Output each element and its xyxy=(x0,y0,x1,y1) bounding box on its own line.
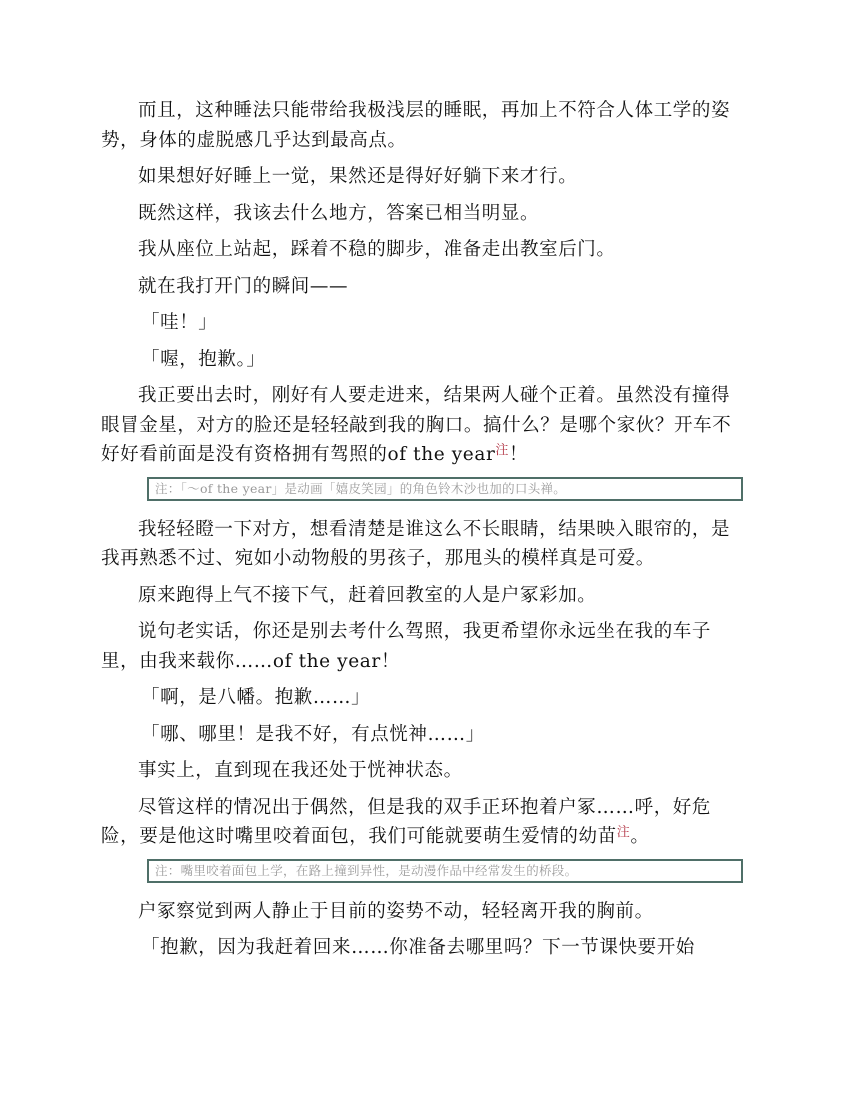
dialogue-line: 「哇！」 xyxy=(141,312,218,333)
paragraph-with-note xyxy=(101,381,747,470)
footnote-box: 注：「～of the year」是动画「嬉皮笑园」的角色铃木沙也加的口头禅。 xyxy=(147,477,743,501)
paragraph-text-end: 。 xyxy=(630,826,650,847)
paragraph: 事实上，直到现在我还处于恍神状态。 xyxy=(138,760,463,781)
paragraph-text: 尽管这样的情况出于偶然，但是我的双手正环抱着户冢……呼，好危险，要是他这时嘴里咬着面包，我们可能就要萌生爱情的幼苗 xyxy=(101,796,712,847)
paragraph: 户冢察觉到两人静止于目前的姿势不动，轻轻离开我的胸前。 xyxy=(138,900,654,922)
paragraph: 如果想好好睡上一觉，果然还是得好好躺下来才行。 xyxy=(138,166,578,187)
dialogue-line: 「喔，抱歉。」 xyxy=(141,348,266,370)
dialogue-line: 「抱歉，因为我赶着回来……你准备去哪里吗？下一节课快要开始 xyxy=(141,937,695,958)
paragraph: 说句老实话，你还是别去考什么驾照，我更希望你永远坐在我的车子里，由我来载你……of the year！ xyxy=(101,621,712,672)
dialogue-line: 「啊，是八幡。抱歉……」 xyxy=(141,687,371,708)
paragraph-text: 我正要出去时，刚好有人要走进来，结果两人碰个正着。虽然没有撞得眼冒金星，对方的脸还是轻轻敲到我的胸口。搞什么？是哪个家伙？开车不好好看前面是没有资格拥有驾照的of the year xyxy=(101,385,732,465)
paragraph-with-note xyxy=(101,793,747,852)
paragraph: 既然这样，我该去什么地方，答案已相当明显。 xyxy=(138,202,540,224)
paragraph: 而且，这种睡法只能带给我极浅层的睡眠，再加上不符合人体工学的姿势，身体的虚脱感几乎达到最高点。 xyxy=(101,100,731,151)
paragraph: 我轻轻瞪一下对方，想看清楚是谁这么不长眼睛，结果映入眼帘的，是我再熟悉不过、宛如小动物般的男孩子，那甩头的模样真是可爱。 xyxy=(101,518,731,569)
paragraph-text-end: ！ xyxy=(509,444,529,465)
note-marker[interactable]: 注 xyxy=(495,443,510,458)
paragraph: 就在我打开门的瞬间—— xyxy=(138,275,349,297)
dialogue-line: 「哪、哪里！是我不好，有点恍神……」 xyxy=(141,723,485,745)
paragraph: 原来跑得上气不接下气，赶着回教室的人是户冢彩加。 xyxy=(138,584,597,606)
page-body xyxy=(101,96,747,970)
note-marker[interactable]: 注 xyxy=(616,825,631,840)
paragraph: 我从座位上站起，踩着不稳的脚步，准备走出教室后门。 xyxy=(138,239,616,260)
footnote-box: 注：嘴里咬着面包上学，在路上撞到异性，是动漫作品中经常发生的桥段。 xyxy=(147,859,743,883)
